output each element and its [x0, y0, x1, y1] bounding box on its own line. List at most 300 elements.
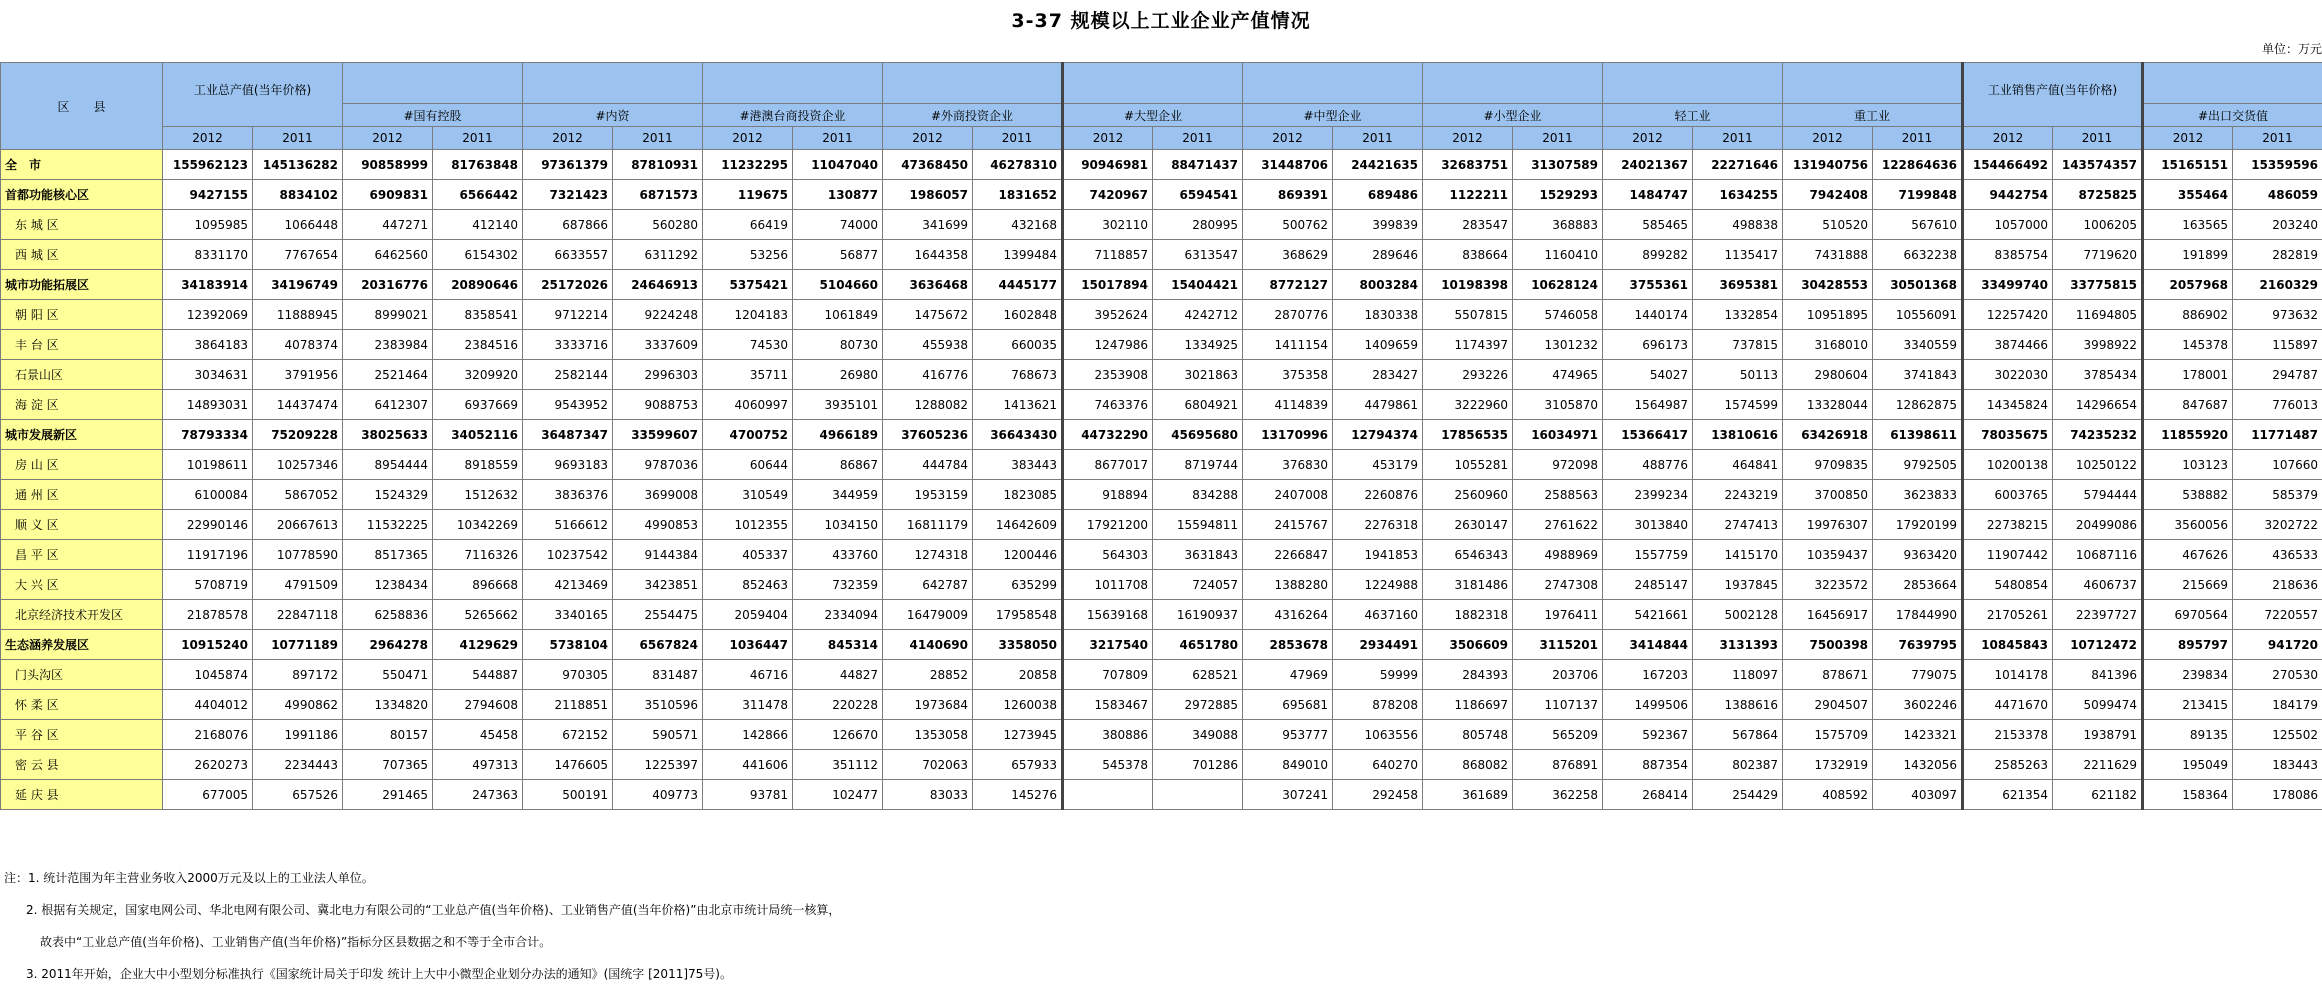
value-cell: 1055281: [1423, 450, 1513, 480]
value-cell: 3935101: [793, 390, 883, 420]
value-cell: 4471670: [1963, 690, 2053, 720]
value-cell: 1583467: [1063, 690, 1153, 720]
value-cell: 6003765: [1963, 480, 2053, 510]
header-spacer: [2143, 63, 2322, 104]
value-cell: 657526: [253, 780, 343, 810]
note-line: 注：1. 统计范围为年主营业务收入2000万元及以上的工业法人单位。: [4, 871, 374, 885]
header-spacer: [343, 63, 523, 104]
unit-label: 单位：万元: [2261, 42, 2322, 56]
value-cell: 8358541: [433, 300, 523, 330]
value-cell: 15366417: [1603, 420, 1693, 450]
value-cell: 672152: [523, 720, 613, 750]
table-row: [1, 420, 2322, 450]
value-cell: 1882318: [1423, 600, 1513, 630]
value-cell: 9427155: [163, 180, 253, 210]
value-cell: 32683751: [1423, 150, 1513, 180]
value-cell: 1976411: [1513, 600, 1603, 630]
value-cell: 3340165: [523, 600, 613, 630]
header-spacer: [1063, 63, 1243, 104]
value-cell: 1095985: [163, 210, 253, 240]
value-cell: 178086: [2233, 780, 2322, 810]
table-row: [1, 660, 2322, 690]
value-cell: 6871573: [613, 180, 703, 210]
value-cell: 4129629: [433, 630, 523, 660]
value-cell: 80730: [793, 330, 883, 360]
value-cell: 3021863: [1153, 360, 1243, 390]
value-cell: 21878578: [163, 600, 253, 630]
value-cell: 2747413: [1693, 510, 1783, 540]
value-cell: 8003284: [1333, 270, 1423, 300]
value-cell: 59999: [1333, 660, 1423, 690]
value-cell: 8772127: [1243, 270, 1333, 300]
value-cell: 1186697: [1423, 690, 1513, 720]
value-cell: 841396: [2053, 660, 2143, 690]
value-cell: 103123: [2143, 450, 2233, 480]
value-cell: 9792505: [1873, 450, 1963, 480]
value-cell: 2211629: [2053, 750, 2143, 780]
value-cell: 7199848: [1873, 180, 1963, 210]
value-cell: 145136282: [253, 150, 343, 180]
value-cell: 20499086: [2053, 510, 2143, 540]
value-cell: 3105870: [1513, 390, 1603, 420]
value-cell: 17920199: [1873, 510, 1963, 540]
table-row: [1, 180, 2322, 210]
value-cell: 1413621: [973, 390, 1063, 420]
value-cell: 779075: [1873, 660, 1963, 690]
value-cell: 1353058: [883, 720, 973, 750]
value-cell: 355464: [2143, 180, 2233, 210]
value-cell: 1061849: [793, 300, 883, 330]
year-header: 2011: [613, 127, 703, 150]
value-cell: 3333716: [523, 330, 613, 360]
value-cell: 11232295: [703, 150, 793, 180]
year-header: 2011: [2233, 127, 2322, 150]
value-cell: [1063, 780, 1153, 810]
value-cell: 2384516: [433, 330, 523, 360]
value-cell: 13810616: [1693, 420, 1783, 450]
value-cell: 118097: [1693, 660, 1783, 690]
value-cell: 4966189: [793, 420, 883, 450]
value-cell: 416776: [883, 360, 973, 390]
value-cell: 4479861: [1333, 390, 1423, 420]
value-cell: 455938: [883, 330, 973, 360]
value-cell: 33775815: [2053, 270, 2143, 300]
table-header: [1, 63, 2322, 150]
value-cell: 1732919: [1783, 750, 1873, 780]
value-cell: 852463: [703, 570, 793, 600]
value-cell: 3168010: [1783, 330, 1873, 360]
value-cell: 17844990: [1873, 600, 1963, 630]
value-cell: 5794444: [2053, 480, 2143, 510]
value-cell: 183443: [2233, 750, 2322, 780]
region-name: 大 兴 区: [1, 570, 163, 600]
year-header: 2012: [1603, 127, 1693, 150]
value-cell: 10687116: [2053, 540, 2143, 570]
value-cell: 45458: [433, 720, 523, 750]
value-cell: 24021367: [1603, 150, 1693, 180]
value-cell: 834288: [1153, 480, 1243, 510]
value-cell: 564303: [1063, 540, 1153, 570]
value-cell: 776013: [2233, 390, 2322, 420]
value-cell: 510520: [1783, 210, 1873, 240]
value-cell: 1160410: [1513, 240, 1603, 270]
value-cell: [1153, 780, 1243, 810]
value-cell: 2853664: [1873, 570, 1963, 600]
value-cell: 1066448: [253, 210, 343, 240]
value-cell: 444784: [883, 450, 973, 480]
value-cell: 10771189: [253, 630, 343, 660]
value-cell: 143574357: [2053, 150, 2143, 180]
value-cell: 22271646: [1693, 150, 1783, 180]
value-cell: 1564987: [1603, 390, 1693, 420]
region-name: 昌 平 区: [1, 540, 163, 570]
value-cell: 11888945: [253, 300, 343, 330]
value-cell: 21705261: [1963, 600, 2053, 630]
value-cell: 1122211: [1423, 180, 1513, 210]
value-cell: 270530: [2233, 660, 2322, 690]
value-cell: 44827: [793, 660, 883, 690]
value-cell: 972098: [1513, 450, 1603, 480]
header-spacer: [1423, 63, 1603, 104]
value-cell: 2334094: [793, 600, 883, 630]
year-header: 2012: [2143, 127, 2233, 150]
value-cell: 9144384: [613, 540, 703, 570]
value-cell: 16034971: [1513, 420, 1603, 450]
value-cell: 3636468: [883, 270, 973, 300]
header-spacer: [1603, 63, 1783, 104]
value-cell: 195049: [2143, 750, 2233, 780]
value-cell: 7942408: [1783, 180, 1873, 210]
value-cell: 1135417: [1693, 240, 1783, 270]
value-cell: 3223572: [1783, 570, 1873, 600]
value-cell: 640270: [1333, 750, 1423, 780]
value-cell: 10342269: [433, 510, 523, 540]
value-cell: 9363420: [1873, 540, 1963, 570]
value-cell: 115897: [2233, 330, 2322, 360]
value-cell: 1823085: [973, 480, 1063, 510]
value-cell: 3115201: [1513, 630, 1603, 660]
value-cell: 5480854: [1963, 570, 2053, 600]
value-cell: 5746058: [1513, 300, 1603, 330]
value-cell: 247363: [433, 780, 523, 810]
value-cell: 453179: [1333, 450, 1423, 480]
value-cell: 9693183: [523, 450, 613, 480]
value-cell: 4078374: [253, 330, 343, 360]
value-cell: 122864636: [1873, 150, 1963, 180]
value-cell: 2407008: [1243, 480, 1333, 510]
value-cell: 1484747: [1603, 180, 1693, 210]
value-cell: 7220557: [2233, 600, 2322, 630]
value-cell: 628521: [1153, 660, 1243, 690]
value-cell: 15017894: [1063, 270, 1153, 300]
value-cell: 87810931: [613, 150, 703, 180]
region-name: 延 庆 县: [1, 780, 163, 810]
value-cell: 1476605: [523, 750, 613, 780]
value-cell: 11694805: [2053, 300, 2143, 330]
year-header: 2012: [163, 127, 253, 150]
value-cell: 10556091: [1873, 300, 1963, 330]
region-name: 丰 台 区: [1, 330, 163, 360]
column-group-header: 工业销售产值(当年价格): [1963, 63, 2143, 127]
value-cell: 3340559: [1873, 330, 1963, 360]
value-cell: 2353908: [1063, 360, 1153, 390]
region-name: 城市功能拓展区: [1, 270, 163, 300]
table-body: [1, 150, 2322, 810]
value-cell: 701286: [1153, 750, 1243, 780]
value-cell: 4791509: [253, 570, 343, 600]
value-cell: 3699008: [613, 480, 703, 510]
value-cell: 2521464: [343, 360, 433, 390]
value-cell: 75209228: [253, 420, 343, 450]
value-cell: 280995: [1153, 210, 1243, 240]
value-cell: 36643430: [973, 420, 1063, 450]
value-cell: 53256: [703, 240, 793, 270]
value-cell: 1011708: [1063, 570, 1153, 600]
value-cell: 349088: [1153, 720, 1243, 750]
value-cell: 126670: [793, 720, 883, 750]
value-cell: 2934491: [1333, 630, 1423, 660]
value-cell: 7420967: [1063, 180, 1153, 210]
value-cell: 15165151: [2143, 150, 2233, 180]
value-cell: 878208: [1333, 690, 1423, 720]
year-header: 2011: [793, 127, 883, 150]
value-cell: 412140: [433, 210, 523, 240]
value-cell: 447271: [343, 210, 433, 240]
value-cell: 78793334: [163, 420, 253, 450]
value-cell: 3222960: [1423, 390, 1513, 420]
value-cell: 3998922: [2053, 330, 2143, 360]
value-cell: 1830338: [1333, 300, 1423, 330]
value-cell: 2972885: [1153, 690, 1243, 720]
value-cell: 3510596: [613, 690, 703, 720]
value-cell: 283427: [1333, 360, 1423, 390]
value-cell: 60644: [703, 450, 793, 480]
table-row: [1, 330, 2322, 360]
value-cell: 9543952: [523, 390, 613, 420]
value-cell: 3755361: [1603, 270, 1693, 300]
value-cell: 2234443: [253, 750, 343, 780]
value-cell: 1986057: [883, 180, 973, 210]
value-cell: 4990862: [253, 690, 343, 720]
region-name: 怀 柔 区: [1, 690, 163, 720]
value-cell: 17921200: [1063, 510, 1153, 540]
value-cell: 2630147: [1423, 510, 1513, 540]
region-name: 东 城 区: [1, 210, 163, 240]
value-cell: 878671: [1783, 660, 1873, 690]
value-cell: 8331170: [163, 240, 253, 270]
value-cell: 310549: [703, 480, 793, 510]
value-cell: 34183914: [163, 270, 253, 300]
year-header: 2011: [1333, 127, 1423, 150]
value-cell: 544887: [433, 660, 523, 690]
value-cell: 1411154: [1243, 330, 1333, 360]
value-cell: 399839: [1333, 210, 1423, 240]
value-cell: 3602246: [1873, 690, 1963, 720]
value-cell: 31448706: [1243, 150, 1333, 180]
region-name: 门头沟区: [1, 660, 163, 690]
value-cell: 14642609: [973, 510, 1063, 540]
value-cell: 10198611: [163, 450, 253, 480]
value-cell: 3181486: [1423, 570, 1513, 600]
region-name: 朝 阳 区: [1, 300, 163, 330]
value-cell: 2057968: [2143, 270, 2233, 300]
value-cell: 7639795: [1873, 630, 1963, 660]
value-cell: 7118857: [1063, 240, 1153, 270]
value-cell: 83033: [883, 780, 973, 810]
header-spacer: [523, 63, 703, 104]
value-cell: 585379: [2233, 480, 2322, 510]
value-cell: 20858: [973, 660, 1063, 690]
year-header: 2011: [2053, 127, 2143, 150]
value-cell: 432168: [973, 210, 1063, 240]
value-cell: 3217540: [1063, 630, 1153, 660]
value-cell: 500762: [1243, 210, 1333, 240]
value-cell: 6804921: [1153, 390, 1243, 420]
value-cell: 5507815: [1423, 300, 1513, 330]
value-cell: 11917196: [163, 540, 253, 570]
value-cell: 213415: [2143, 690, 2233, 720]
value-cell: 10778590: [253, 540, 343, 570]
value-cell: 1107137: [1513, 690, 1603, 720]
value-cell: 30501368: [1873, 270, 1963, 300]
year-header: 2012: [1783, 127, 1873, 150]
table-row: [1, 720, 2322, 750]
value-cell: 254429: [1693, 780, 1783, 810]
value-cell: 3131393: [1693, 630, 1783, 660]
value-cell: 8834102: [253, 180, 343, 210]
value-cell: 97361379: [523, 150, 613, 180]
value-cell: 8954444: [343, 450, 433, 480]
value-cell: 3785434: [2053, 360, 2143, 390]
value-cell: 2415767: [1243, 510, 1333, 540]
value-cell: 36487347: [523, 420, 613, 450]
column-group-header: 工业总产值(当年价格): [163, 63, 343, 127]
value-cell: 436533: [2233, 540, 2322, 570]
value-cell: 11855920: [2143, 420, 2233, 450]
value-cell: 6937669: [433, 390, 523, 420]
value-cell: 31307589: [1513, 150, 1603, 180]
page-title: 3-37 规模以上工业企业产值情况: [1011, 10, 1311, 32]
header-spacer: [1783, 63, 1963, 104]
value-cell: 11532225: [343, 510, 433, 540]
value-cell: 621354: [1963, 780, 2053, 810]
value-cell: 376830: [1243, 450, 1333, 480]
value-cell: 1937845: [1693, 570, 1783, 600]
value-cell: 1238434: [343, 570, 433, 600]
value-cell: 4990853: [613, 510, 703, 540]
value-cell: 47969: [1243, 660, 1333, 690]
value-cell: 15594811: [1153, 510, 1243, 540]
value-cell: 13328044: [1783, 390, 1873, 420]
value-cell: 11907442: [1963, 540, 2053, 570]
value-cell: 351112: [793, 750, 883, 780]
value-cell: 119675: [703, 180, 793, 210]
value-cell: 689486: [1333, 180, 1423, 210]
region-name: 石景山区: [1, 360, 163, 390]
table-row: [1, 480, 2322, 510]
value-cell: 3506609: [1423, 630, 1513, 660]
value-cell: 22847118: [253, 600, 343, 630]
value-cell: 7463376: [1063, 390, 1153, 420]
value-cell: 6909831: [343, 180, 433, 210]
value-cell: 886902: [2143, 300, 2233, 330]
value-cell: 1938791: [2053, 720, 2143, 750]
value-cell: 368629: [1243, 240, 1333, 270]
value-cell: 1332854: [1693, 300, 1783, 330]
value-cell: 361689: [1423, 780, 1513, 810]
value-cell: 1634255: [1693, 180, 1783, 210]
value-cell: 61398611: [1873, 420, 1963, 450]
value-cell: 8999021: [343, 300, 433, 330]
value-cell: 145276: [973, 780, 1063, 810]
data-table: [0, 62, 2322, 810]
value-cell: 17958548: [973, 600, 1063, 630]
value-cell: 6633557: [523, 240, 613, 270]
value-cell: 20667613: [253, 510, 343, 540]
value-cell: 1432056: [1873, 750, 1963, 780]
value-cell: 10845843: [1963, 630, 2053, 660]
value-cell: 1644358: [883, 240, 973, 270]
value-cell: 284393: [1423, 660, 1513, 690]
region-name: 房 山 区: [1, 450, 163, 480]
note-line: 3. 2011年开始，企业大中小型划分标准执行《国家统计局关于印发 统计上大中小微型企业划分办法的通知》(国统字 [2011]75号)。: [26, 967, 732, 981]
value-cell: 3631843: [1153, 540, 1243, 570]
table-row: [1, 270, 2322, 300]
value-cell: 441606: [703, 750, 793, 780]
value-cell: 953777: [1243, 720, 1333, 750]
value-cell: 696173: [1603, 330, 1693, 360]
value-cell: 7116326: [433, 540, 523, 570]
value-cell: 941720: [2233, 630, 2322, 660]
value-cell: 45695680: [1153, 420, 1243, 450]
value-cell: 163565: [2143, 210, 2233, 240]
value-cell: 7321423: [523, 180, 613, 210]
value-cell: 1475672: [883, 300, 973, 330]
value-cell: 88471437: [1153, 150, 1243, 180]
value-cell: 2747308: [1513, 570, 1603, 600]
value-cell: 375358: [1243, 360, 1333, 390]
value-cell: 4213469: [523, 570, 613, 600]
value-cell: 16811179: [883, 510, 973, 540]
value-cell: 3864183: [163, 330, 253, 360]
table-row: [1, 390, 2322, 420]
value-cell: 8725825: [2053, 180, 2143, 210]
region-name: 城市发展新区: [1, 420, 163, 450]
value-cell: 621182: [2053, 780, 2143, 810]
value-cell: 5867052: [253, 480, 343, 510]
value-cell: 768673: [973, 360, 1063, 390]
value-cell: 66419: [703, 210, 793, 240]
table-row: [1, 750, 2322, 780]
value-cell: 1574599: [1693, 390, 1783, 420]
value-cell: 2964278: [343, 630, 433, 660]
value-cell: 4316264: [1243, 600, 1333, 630]
region-name: 北京经济技术开发区: [1, 600, 163, 630]
value-cell: 6546343: [1423, 540, 1513, 570]
value-cell: 838664: [1423, 240, 1513, 270]
value-cell: 1440174: [1603, 300, 1693, 330]
value-cell: 6567824: [613, 630, 703, 660]
value-cell: 145378: [2143, 330, 2233, 360]
value-cell: 2620273: [163, 750, 253, 780]
value-cell: 131940756: [1783, 150, 1873, 180]
value-cell: 1247986: [1063, 330, 1153, 360]
value-cell: 2260876: [1333, 480, 1423, 510]
value-cell: 30428553: [1783, 270, 1873, 300]
value-cell: 5738104: [523, 630, 613, 660]
value-cell: 6258836: [343, 600, 433, 630]
value-cell: 34052116: [433, 420, 523, 450]
